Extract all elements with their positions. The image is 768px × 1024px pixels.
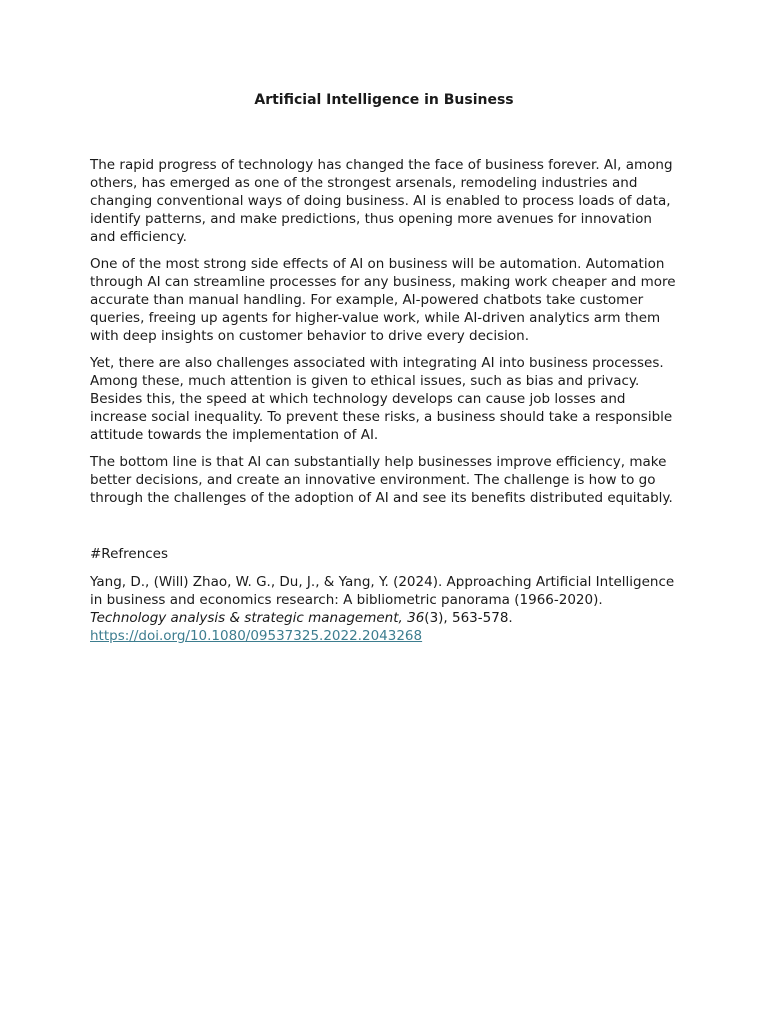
reference-doi-link[interactable]: https://doi.org/10.1080/09537325.2022.2043268: [90, 628, 423, 644]
document-title: Artificial Intelligence in Business: [254, 92, 514, 108]
reference-authors-title: Yang, D., (Will) Zhao, W. G., Du, J., & Yang, Y. (2024). Approaching Artificial Intelligence in business and economics research: A bibliometric panorama (1966-2020).: [90, 574, 675, 608]
reference-journal-volume: Technology analysis & strategic management, 36: [90, 610, 425, 626]
paragraph-automation: One of the most strong side effects of AI on business will be automation. Automation through AI can streamline processes for any business, making work cheaper and more accurate than manual handling. For example, AI-powered chatbots take customer queries, freeing up agents for higher-value work, while AI-driven analytics arm them with deep insights on customer behavior to drive every decision.: [90, 256, 676, 344]
references-heading: #Refrences: [90, 546, 169, 562]
reference-issue-pages: (3), 563-578.: [424, 610, 513, 626]
paragraph-intro: The rapid progress of technology has changed the face of business forever. AI, among others, has emerged as one of the strongest arsenals, remodeling industries and changing conventional ways of doing business. AI is enabled to process loads of data, identify patterns, and make predictions, thus opening more avenues for innovation and efficiency.: [90, 157, 673, 245]
paragraph-challenges: Yet, there are also challenges associated with integrating AI into business processes. Among these, much attention is given to ethical issues, such as bias and privacy. Besides this, the speed at which technology develops can cause job losses and increase social inequality. To prevent these risks, a business should take a responsible attitude towards the implementation of AI.: [90, 355, 673, 443]
paragraph-conclusion: The bottom line is that AI can substantially help businesses improve efficiency, make better decisions, and create an innovative environment. The challenge is how to go through the challenges of the adoption of AI and see its benefits distributed equitably.: [90, 454, 673, 506]
document-page: [90, 90, 678, 645]
reference-entry: [90, 573, 678, 645]
